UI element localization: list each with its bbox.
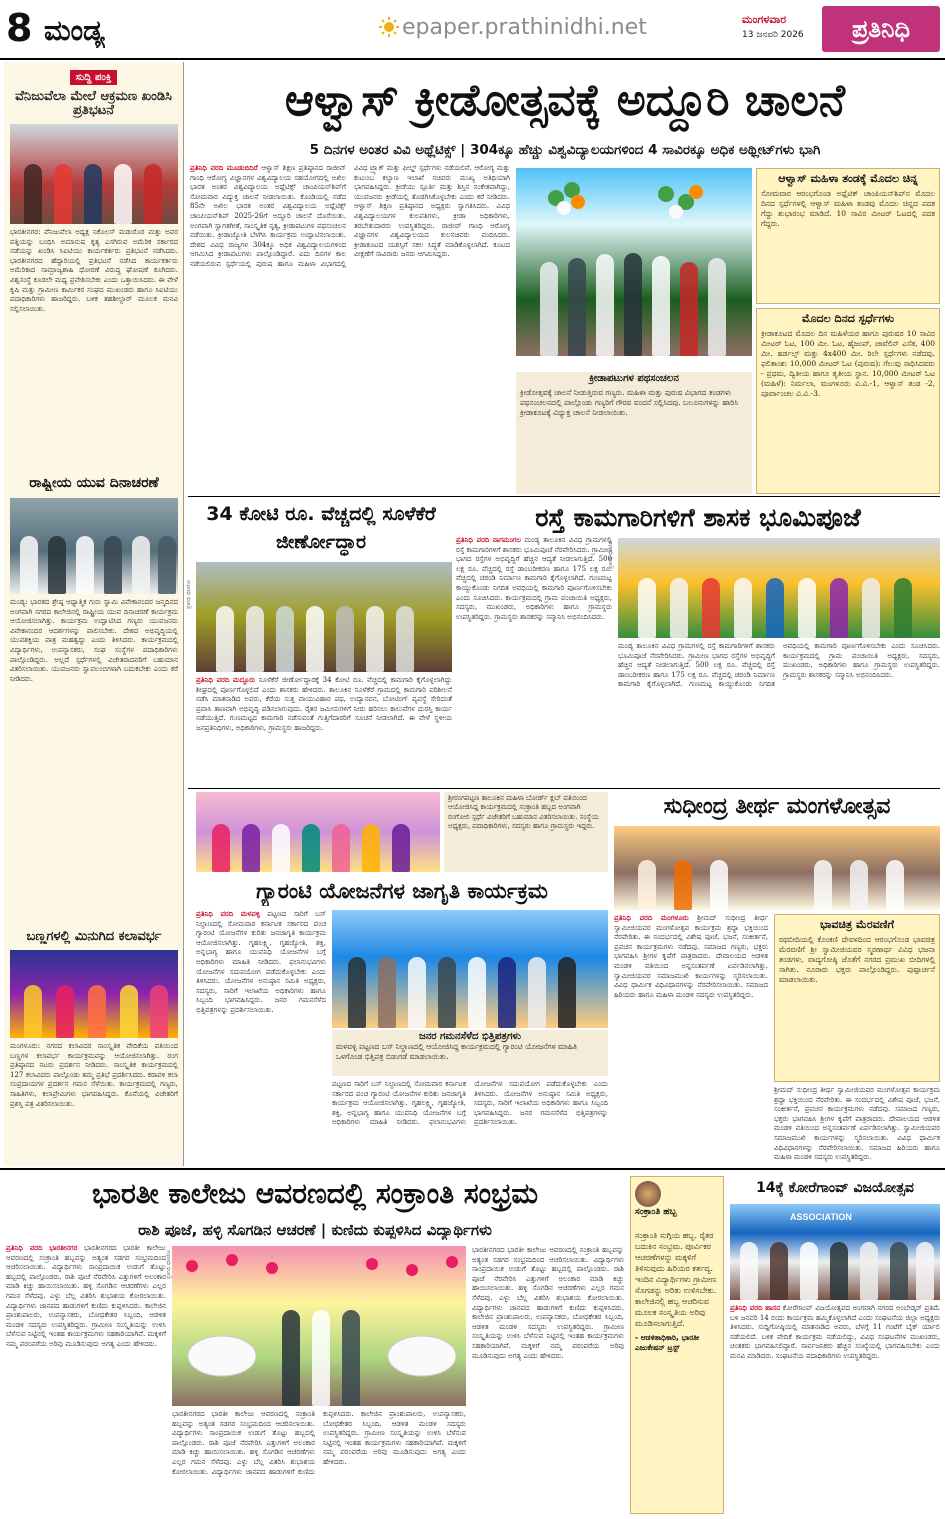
story4-headline: ಸುಧೀಂದ್ರ ತೀರ್ಥ ಮಂಗಳೋತ್ಸವ [663,794,891,819]
story4-continued: ಶ್ರೀಮದ್ ಸುಧೀಂದ್ರ ತೀರ್ಥ ಸ್ವಾಮೀಜಿಯವರ ಮಂಗಳೋತ್ಸವ ಕಾರ್ಯಕ್ರಮ ಶ್ರದ್ಧಾ ಭಕ್ತಿಯಿಂದ ನೆರವೇರಿತು. ಈ ಸಂದರ್ಭದಲ್ಲಿ ವಿಶೇಷ ಪೂಜೆ, ಭಜನೆ, ಸಂಕೀರ್ತನೆ, ಪ್ರವಚನ ಕಾರ್ಯಕ್ರಮಗಳು ನಡೆದವು. ಸಮಾಜದ ಗಣ್ಯರು, ಭಕ್ತರು ಭಾಗವಹಿಸಿ ಶ್ರೀಗಳ ಕೃಪೆಗೆ ಪಾತ್ರರಾದರು. ದೇವಾಲಯದ ಆಡಳಿತ ಮಂಡಳಿ ವತಿಯಿಂದ ಅನ್ನಸಂತರ್ಪಣೆ ಏರ್ಪಡಿಸಲಾಗಿತ್ತು. ಸ್ವಾಮೀಜಿಯವರ ಸಮಾಜಮುಖಿ ಕಾರ್ಯಗಳನ್ನು ಸ್ಮರಿಸಲಾಯಿತು. ವಿವಿಧ ಧಾರ್ಮಿಕ ವಿಧಿವಿಧಾನಗಳನ್ನು ನೆರವೇರಿಸಲಾಯಿತು. ಸಮಾಜದ ಹಿರಿಯರು ಹಾಗೂ ಮಹಿಳಾ ಮಂಡಳಿ ಸದಸ್ಯರು ಉಪಸ್ಥಿತರಿದ್ದರು. [774,1086,940,1162]
story5-body-text: ಪಟ್ಟಣದ ಸಾರಿಗೆ ಬಸ್ ನಿಲ್ದಾಣದಲ್ಲಿ ಸೋಮವಾರ ಕರ್ನಾಟಕ ಸರ್ಕಾರದ ಪಂಚ ಗ್ಯಾರಂಟಿ ಯೋಜನೆಗಳ ಕುರಿತು ಜನಜಾಗೃತಿ ಕಾರ್ಯಕ್ರಮ ಆಯೋಜಿಸಲಾಗಿತ್ತು. ಗೃಹಲಕ್ಷ್ಮಿ, ಗೃಹಜ್ಯೋತಿ, ಶಕ್ತಿ, ಅನ್ನಭಾಗ್ಯ ಹಾಗೂ ಯುವನಿಧಿ ಯೋಜನೆಗಳ ಬಗ್ಗೆ ಅಧಿಕಾರಿಗಳು ಮಾಹಿತಿ ನೀಡಿದರು. ಫಲಾನುಭವಿಗಳು ಯೋಜನೆಗಳ ಸದುಪಯೋಗ ಪಡೆದುಕೊಳ್ಳಬೇಕು ಎಂದು ತಿಳಿಸಿದರು. ಯೋಜನೆಗಳ ಅನುಷ್ಠಾನ ಸಮಿತಿ ಅಧ್ಯಕ್ಷರು, ಸದಸ್ಯರು, ಸಾರಿಗೆ ಇಲಾಖೆಯ ಅಧಿಕಾರಿಗಳು ಹಾಗೂ ಸಿಬ್ಬಂದಿ ಭಾಗವಹಿಸಿದ್ದರು. ಜನರ ಗಮನಸೆಳೆದ ಭಿತ್ತಿಪತ್ರಗಳನ್ನು ಪ್ರದರ್ಶಿಸಲಾಯಿತು. [196,910,326,1014]
lead-headline: ಆಳ್ವಾಸ್ ಕ್ರೀಡೋತ್ಸವಕ್ಕೆ ಅದ್ದೂರಿ ಚಾಲನೆ [284,75,846,126]
story4-dateline: ಮಂಗಳೂರು [660,914,689,922]
story6-body-text: ಭಾರತೀನಗರದ ಭಾರತೀ ಕಾಲೇಜು ಆವರಣದಲ್ಲಿ ಸಂಕ್ರಾಂತಿ ಹಬ್ಬವನ್ನು ಅತ್ಯಂತ ಸಡಗರ ಸಂಭ್ರಮದಿಂದ ಆಚರಿಸಲಾಯಿತು. ವಿದ್ಯಾರ್ಥಿಗಳು ಸಾಂಪ್ರದಾಯಿಕ ಉಡುಗೆ ತೊಟ್ಟು ಹಬ್ಬದಲ್ಲಿ ಪಾಲ್ಗೊಂಡರು. ರಾಶಿ ಪೂಜೆ ನೆರವೇರಿಸಿ ಎತ್ತುಗಳಿಗೆ ಅಲಂಕಾರ ಮಾಡಿ ಕಿಚ್ಚು ಹಾಯಿಸಲಾಯಿತು. ಹಳ್ಳಿ ಸೊಗಡಿನ ಆಚರಣೆಗಳು ಎಲ್ಲರ ಗಮನ ಸೆಳೆದವು. ಎಳ್ಳು ಬೆಲ್ಲ ವಿತರಿಸಿ ಶುಭಾಶಯ ಕೋರಲಾಯಿತು. ವಿದ್ಯಾರ್ಥಿಗಳು ಜಾನಪದ ಹಾಡುಗಳಿಗೆ ಕುಣಿದು ಕುಪ್ಪಳಿಸಿದರು. ಕಾಲೇಜಿನ ಪ್ರಾಂಶುಪಾಲರು, ಉಪನ್ಯಾಸಕರು, ಬೋಧಕೇತರ ಸಿಬ್ಬಂದಿ, ಆಡಳಿತ ಮಂಡಳಿ ಸದಸ್ಯರು ಉಪಸ್ಥಿತರಿದ್ದರು. ಗ್ರಾಮೀಣ ಸಂಸ್ಕೃತಿಯನ್ನು ಉಳಿಸಿ ಬೆಳೆಸುವ ನಿಟ್ಟಿನಲ್ಲಿ ಇಂತಹ ಕಾರ್ಯಕ್ರಮಗಳು ಸಹಕಾರಿಯಾಗಿವೆ. ಮಕ್ಕಳಿಗೆ ನಮ್ಮ ಪರಂಪರೆಯ ಅರಿವು ಮೂಡಿಸುವುದು ಅಗತ್ಯ ಎಂದು ಹೇಳಿದರು. [6,1244,166,1348]
issue-date: 13 ಜನವರಿ 2026 [742,30,804,40]
quote-box [630,1176,724,1514]
sun-icon [378,16,400,38]
rangoli-award-photo [196,792,440,872]
logo-text: ಪ್ರತಿನಿಧಿ [851,15,910,43]
story6-dateline: ಭಾರತೀನಗರ [49,1244,78,1252]
page-number: 8 [6,6,33,50]
lead-byline: ಪ್ರತಿನಿಧಿ ವರದಿ [190,164,224,172]
story2-dateline: ಮದ್ದೂರು [232,676,256,684]
sidebar-story3-headline: ಬಣ್ಣಗಳಲ್ಲಿ ಮಿನುಗಿದ ಕಲಾವರ್ಭ [26,930,162,944]
quote-photo [635,1181,661,1207]
story5-continued: ಪಟ್ಟಣದ ಸಾರಿಗೆ ಬಸ್ ನಿಲ್ದಾಣದಲ್ಲಿ ಸೋಮವಾರ ಕರ್ನಾಟಕ ಸರ್ಕಾರದ ಪಂಚ ಗ್ಯಾರಂಟಿ ಯೋಜನೆಗಳ ಕುರಿತು ಜನಜಾಗೃತಿ ಕಾರ್ಯಕ್ರಮ ಆಯೋಜಿಸಲಾಗಿತ್ತು. ಗೃಹಲಕ್ಷ್ಮಿ, ಗೃಹಜ್ಯೋತಿ, ಶಕ್ತಿ, ಅನ್ನಭಾಗ್ಯ ಹಾಗೂ ಯುವನಿಧಿ ಯೋಜನೆಗಳ ಬಗ್ಗೆ ಅಧಿಕಾರಿಗಳು ಮಾಹಿತಿ ನೀಡಿದರು. ಫಲಾನುಭವಿಗಳು ಯೋಜನೆಗಳ ಸದುಪಯೋಗ ಪಡೆದುಕೊಳ್ಳಬೇಕು ಎಂದು ತಿಳಿಸಿದರು. ಯೋಜನೆಗಳ ಅನುಷ್ಠಾನ ಸಮಿತಿ ಅಧ್ಯಕ್ಷರು, ಸದಸ್ಯರು, ಸಾರಿಗೆ ಇಲಾಖೆಯ ಅಧಿಕಾರಿಗಳು ಹಾಗೂ ಸಿಬ್ಬಂದಿ ಭಾಗವಹಿಸಿದ್ದರು. ಜನರ ಗಮನಸೆಳೆದ ಭಿತ್ತಿಪತ್ರಗಳನ್ನು ಪ್ರದರ್ಶಿಸಲಾಯಿತು. [332,1080,608,1127]
box2-headline: ಮೊದಲ ದಿನದ ಸ್ಪರ್ಧೆಗಳು [801,312,895,325]
story6-col3: ಭಾರತೀನಗರದ ಭಾರತೀ ಕಾಲೇಜು ಆವರಣದಲ್ಲಿ ಸಂಕ್ರಾಂತಿ ಹಬ್ಬವನ್ನು ಅತ್ಯಂತ ಸಡಗರ ಸಂಭ್ರಮದಿಂದ ಆಚರಿಸಲಾಯಿತು. ವಿದ್ಯಾರ್ಥಿಗಳು ಸಾಂಪ್ರದಾಯಿಕ ಉಡುಗೆ ತೊಟ್ಟು ಹಬ್ಬದಲ್ಲಿ ಪಾಲ್ಗೊಂಡರು. ರಾಶಿ ಪೂಜೆ ನೆರವೇರಿಸಿ ಎತ್ತುಗಳಿಗೆ ಅಲಂಕಾರ ಮಾಡಿ ಕಿಚ್ಚು ಹಾಯಿಸಲಾಯಿತು. ಹಳ್ಳಿ ಸೊಗಡಿನ ಆಚರಣೆಗಳು ಎಲ್ಲರ ಗಮನ ಸೆಳೆದವು. ಎಳ್ಳು ಬೆಲ್ಲ ವಿತರಿಸಿ ಶುಭಾಶಯ ಕೋರಲಾಯಿತು. ವಿದ್ಯಾರ್ಥಿಗಳು ಜಾನಪದ ಹಾಡುಗಳಿಗೆ ಕುಣಿದು ಕುಪ್ಪಳಿಸಿದರು. ಕಾಲೇಜಿನ ಪ್ರಾಂಶುಪಾಲರು, ಉಪನ್ಯಾಸಕರು, ಬೋಧಕೇತರ ಸಿಬ್ಬಂದಿ, ಆಡಳಿತ ಮಂಡಳಿ ಸದಸ್ಯರು ಉಪಸ್ಥಿತರಿದ್ದರು. ಗ್ರಾಮೀಣ ಸಂಸ್ಕೃತಿಯನ್ನು ಉಳಿಸಿ ಬೆಳೆಸುವ ನಿಟ್ಟಿನಲ್ಲಿ ಇಂತಹ ಕಾರ್ಯಕ್ರಮಗಳು ಸಹಕಾರಿಯಾಗಿವೆ. ಮಕ್ಕಳಿಗೆ ನಮ್ಮ ಪರಂಪರೆಯ ಅರಿವು ಮೂಡಿಸುವುದು ಅಗತ್ಯ ಎಂದು ಹೇಳಿದರು. [472,1246,624,1360]
sidebar [4,62,184,1166]
story7-body-text: ಕೋರೆಗಾಂವ್ ವಿಜಯೋತ್ಸವದ ಅಂಗವಾಗಿ ನಗರದ ಅಂಬೇಡ್ಕರ್ ಪ್ರತಿಮೆ ಬಳಿ ಜನವರಿ 14 ರಂದು ಕಾರ್ಯಕ್ರಮ ಹಮ್ಮಿಕೊಳ್ಳಲಾಗಿದೆ ಎಂದು ಸಂಘಟನೆಯ ಜಿಲ್ಲಾ ಅಧ್ಯಕ್ಷರು ತಿಳಿಸಿದರು. ಸುದ್ದಿಗೋಷ್ಠಿಯಲ್ಲಿ ಮಾತನಾಡಿದ ಅವರು, ಬೆಳಗ್ಗೆ 11 ಗಂಟೆಗೆ ಬೈಕ್ ರ್ಯಾಲಿ ನಡೆಯಲಿದೆ. ಬಳಿಕ ವೇದಿಕೆ ಕಾರ್ಯಕ್ರಮ ನಡೆಯಲಿದ್ದು, ವಿವಿಧ ಸಂಘಟನೆಗಳ ಮುಖಂಡರು, ಚಿಂತಕರು ಭಾಗವಹಿಸಲಿದ್ದಾರೆ. ಸಾರ್ವಜನಿಕರು ಹೆಚ್ಚಿನ ಸಂಖ್ಯೆಯಲ್ಲಿ ಭಾಗವಹಿಸಬೇಕು ಎಂದು ಮನವಿ ಮಾಡಿದರು. ಸಂಘಟನೆಯ ಪದಾಧಿಕಾರಿಗಳು ಉಪಸ್ಥಿತರಿದ್ದರು. [730,1304,940,1360]
sports-event-photo [516,168,752,356]
sankranti-celebration-photo [172,1246,466,1406]
sidebar-story1-body: ಭಾರತೀನಗರ: ವೆನಿಜುವೆಲಾ ಅಧ್ಯಕ್ಷ ನಿಕೊಲಸ್ ಮಡುರೊರ ಮತ್ತು ಅವರ ಪತ್ನಿಯನ್ನು ಬಂಧಿಸಿ ಅಮಾನುಷ ಕೃತ್ಯ ಎಸಗಿರುವ ಅಮೆರಿಕ ಸರ್ಕಾರದ ನಡೆಯನ್ನು ಖಂಡಿಸಿ ಸಿಐಟಿಯು ಕಾರ್ಯಕರ್ತರು ಪ್ರತಿಭಟನೆ ನಡೆಸಿದರು. ಭಾರತೀನಗರದ ಹೆದ್ದಾರಿಯಲ್ಲಿ ಪ್ರತಿಭಟನೆ ನಡೆಸಿದ ಕಾರ್ಯಕರ್ತರು ಅಮೆರಿಕಾದ ಸಾಮ್ರಾಜ್ಯಶಾಹಿ ಧೋರಣೆ ವಿರುದ್ಧ ಘೋಷಣೆ ಕೂಗಿದರು. ವಿಶ್ವಸಂಸ್ಥೆ ಕೂಡಲೇ ಮಧ್ಯ ಪ್ರವೇಶಿಸಬೇಕು ಎಂದು ಒತ್ತಾಯಿಸಿದರು. ಈ ವೇಳೆ ಕೃಷಿ ಮತ್ತು ಗ್ರಾಮೀಣ ಕಾರ್ಮಿಕರ ಸಂಘದ ಮುಖಂಡರು ಹಾಗೂ ಸಿಐಟಿಯು ಪದಾಧಿಕಾರಿಗಳು ಹಾಜರಿದ್ದರು. ಬಳಿಕ ತಹಶೀಲ್ದಾರ್ ಮೂಲಕ ಮನವಿ ಸಲ್ಲಿಸಲಾಯಿತು. [10,228,178,313]
story6-subhead: ರಾಶಿ ಪೂಜೆ, ಹಳ್ಳಿ ಸೊಗಡಿನ ಆಚರಣೆ | ಕುಣಿದು ಕುಪ್ಪಳಿಸಿದ ವಿದ್ಯಾರ್ಥಿಗಳು [138,1221,492,1239]
site-url[interactable]: epaper.prathinidhi.net [402,15,647,40]
sidebar-story2-headline: ರಾಷ್ಟ್ರೀಯ ಯುವ ದಿನಾಚರಣೆ [29,476,159,491]
story7-dateline: ಹಾಸನ [765,1304,781,1312]
story3-body-text: ಮಂಡ್ಯ ತಾಲೂಕಿನ ವಿವಿಧ ಗ್ರಾಮಗಳಲ್ಲಿ ರಸ್ತೆ ಕಾಮಗಾರಿಗಳಿಗೆ ಶಾಸಕರು ಭೂಮಿಪೂಜೆ ನೆರವೇರಿಸಿದರು. ಗ್ರಾಮೀಣ ಭಾಗದ ರಸ್ತೆಗಳ ಅಭಿವೃದ್ಧಿಗೆ ಹೆಚ್ಚಿನ ಆದ್ಯತೆ ನೀಡಲಾಗುತ್ತಿದೆ. 500 ಲಕ್ಷ ರೂ. ವೆಚ್ಚದಲ್ಲಿ ರಸ್ತೆ ಡಾಂಬರೀಕರಣ ಹಾಗೂ 175 ಲಕ್ಷ ರೂ. ವೆಚ್ಚದಲ್ಲಿ ಚರಂಡಿ ನಿರ್ಮಾಣ ಕಾಮಗಾರಿ ಕೈಗೊಳ್ಳಲಾಗಿದೆ. ಗುಣಮಟ್ಟ ಕಾಯ್ದುಕೊಂಡು ನಿಗದಿತ ಅವಧಿಯಲ್ಲಿ ಕಾಮಗಾರಿ ಪೂರ್ಣಗೊಳಿಸಬೇಕು ಎಂದು ಸೂಚಿಸಿದರು. ಕಾರ್ಯಕ್ರಮದಲ್ಲಿ ಗ್ರಾಮ ಪಂಚಾಯಿತಿ ಅಧ್ಯಕ್ಷರು, ಸದಸ್ಯರು, ಮುಖಂಡರು, ಅಧಿಕಾರಿಗಳು ಹಾಗೂ ಗ್ರಾಮಸ್ಥರು ಉಪಸ್ಥಿತರಿದ್ದರು. ಗ್ರಾಮಸ್ಥರು ಶಾಸಕರನ್ನು ಸನ್ಮಾನಿಸಿ ಅಭಿನಂದಿಸಿದರು. [456,536,612,621]
quote-title: ಸಂಕ್ರಾಂತಿ ಹಬ್ಬ [635,1207,677,1217]
story4-box [774,914,940,1082]
issue-day: ಮಂಗಳವಾರ [742,13,787,26]
story2-body-text: ಸೂಳೆಕೆರೆ ಜೀರ್ಣೋದ್ಧಾರಕ್ಕೆ 34 ಕೋಟಿ ರೂ. ವೆಚ್ಚದಲ್ಲಿ ಕಾಮಗಾರಿ ಕೈಗೊಳ್ಳಲಾಗಿದ್ದು ಶೀಘ್ರದಲ್ಲಿ ಪೂರ್ಣಗೊಳ್ಳಲಿದೆ ಎಂದು ಶಾಸಕರು ಹೇಳಿದರು. ತಾಲೂಕಿನ ಸೂಳೆಕೆರೆ ಗ್ರಾಮದಲ್ಲಿ ಕಾಮಗಾರಿ ಪರಿಶೀಲನೆ ನಡೆಸಿ ಮಾತನಾಡಿದ ಅವರು, ಕೆರೆಯ ಸುತ್ತ ವಾಯುವಿಹಾರ ಪಥ, ಉದ್ಯಾನವನ, ಬೋಟಿಂಗ್ ವ್ಯವಸ್ಥೆ ಸೇರಿದಂತೆ ಪ್ರವಾಸಿ ತಾಣವಾಗಿ ಅಭಿವೃದ್ಧಿ ಪಡಿಸಲಾಗುವುದು. ರೈತರ ಜಮೀನುಗಳಿಗೆ ನೀರು ಹರಿಸಲು ಕಾಲುವೆಗಳ ದುರಸ್ತಿ ಕಾರ್ಯ ನಡೆಯುತ್ತಿದೆ. ಗುಣಮಟ್ಟದ ಕಾಮಗಾರಿ ನಡೆಸುವಂತೆ ಗುತ್ತಿಗೆದಾರರಿಗೆ ಸೂಚನೆ ನೀಡಲಾಗಿದೆ. ಈ ವೇಳೆ ಸ್ಥಳೀಯ ಜನಪ್ರತಿನಿಧಿಗಳು, ಅಧಿಕಾರಿಗಳು, ಗ್ರಾಮಸ್ಥರು ಹಾಜರಿದ್ದರು. [196,676,452,732]
lead-subhead: 5 ದಿನಗಳ ಅಂತರ ವಿವಿ ಅಥ್ಲೆಟಿಕ್ಸ್ | 304ಕ್ಕೂ ಹೆಚ್ಚು ವಿಶ್ವವಿದ್ಯಾಲಯಗಳಿಂದ 4 ಸಾವಿರಕ್ಕೂ ಅಧಿಕ ಅಥ್ಲೀಟ್‌ಗಳು ಭಾಗಿ [309,142,821,158]
story3-dateline: ನಾಗಮಂಗಲ [492,536,521,544]
story7-headline: 14ಕ್ಕೆ ಕೋರೆಗಾಂವ್ ವಿಜಯೋತ್ಸವ [756,1180,914,1196]
lake-visit-photo [196,562,452,672]
story5-caption-head: ಜನರ ಗಮನಸೆಳೆದ ಭಿತ್ತಿಪತ್ರಗಳು [418,1031,522,1042]
story3-byline: ಪ್ರತಿನಿಧಿ ವರದಿ [456,536,490,544]
lead-caption-text: ಕ್ರೀಡೋತ್ಸವಕ್ಕೆ ಚಾಲನೆ ನೀಡುತ್ತಿರುವ ಗಣ್ಯರು. ಮಹಿಳಾ ಮತ್ತು ಪುರುಷ ವಿಭಾಗದ ತಂಡಗಳು ಪಥಸಂಚಲನದಲ್ಲಿ ಪಾಲ್ಗೊಂಡು ಗಣ್ಯರಿಗೆ ಗೌರವ ವಂದನೆ ಸಲ್ಲಿಸಿದವು. ಬಲೂನುಗಳನ್ನು ಹಾರಿಸಿ ಕ್ರೀಡಾಕೂಟಕ್ಕೆ ವಿಧ್ಯುಕ್ತ ಚಾಲನೆ ನೀಡಲಾಯಿತು. [520,388,739,417]
box1-body: ಸೋಮವಾರ ಆರಂಭಗೊಂಡ ಅಥ್ಲೆಟಿಕ್ ಚಾಂಪಿಯನ್‌ಶಿಪ್‌ನ ಮೊದಲ ದಿನದ ಸ್ಪರ್ಧೆಗಳಲ್ಲಿ ಆಳ್ವಾಸ್ ಮಹಿಳಾ ತಂಡವು ಮೊದಲ ಚಿನ್ನದ ಪದಕ ಗೆದ್ದು ಶುಭಾರಂಭ ಮಾಡಿದೆ. 10 ಸಾವಿರ ಮೀಟರ್ ಓಟದಲ್ಲಿ ಪದಕ ಗೆದ್ದರು. [761,188,935,228]
story2-body [196,676,452,784]
association-banner: ASSOCIATION [790,1212,852,1222]
protest-photo [10,124,178,224]
youth-day-photo [10,498,178,594]
story7-byline: ಪ್ರತಿನಿಧಿ ವರದಿ [730,1304,763,1312]
lead-body-text: ಆಳ್ವಾಸ್ ಶಿಕ್ಷಣ ಪ್ರತಿಷ್ಠಾನದ ರಾಜೀವ್ ಗಾಂಧಿ ಆರೋಗ್ಯ ವಿಜ್ಞಾನಗಳ ವಿಶ್ವವಿದ್ಯಾಲಯ ಸಹಯೋಗದಲ್ಲಿ ಅಖಿಲ ಭಾರತ ಅಂತರ ವಿಶ್ವವಿದ್ಯಾಲಯ ಅಥ್ಲೆಟಿಕ್ಸ್ ಚಾಂಪಿಯನ್‌ಶಿಪ್‌ಗೆ ಸೋಮವಾರ ವಿದ್ಯುಕ್ತ ಚಾಲನೆ ನೀಡಲಾಯಿತು. ಕೊಂಡಿಯಲ್ಲಿ ನಡೆದ 85ನೇ ಅಖಿಲ ಭಾರತ ಅಂತರ ವಿಶ್ವವಿದ್ಯಾಲಯ ಅಥ್ಲೆಟಿಕ್ಸ್ ಚಾಂಪಿಯನ್‌ಶಿಪ್ 2025-26ಗೆ ಅದ್ದೂರಿ ಚಾಲನೆ ದೊರೆಯಿತು. ಅಂಗವಾಗಿ ಸ್ವಾಗತಗೀತೆ, ಸಾಂಸ್ಕೃತಿಕ ನೃತ್ಯ, ಕ್ರೀಡಾಪಟುಗಳ ಪಥಸಂಚಲನ ನಡೆಯಿತು. ಕ್ರೀಡಾಜ್ಯೋತಿ ಬೆಳಗಿಸಿ ಕಾರ್ಯಕ್ರಮ ಉದ್ಘಾಟಿಸಲಾಯಿತು. ದೇಶದ ವಿವಿಧ ರಾಜ್ಯಗಳ 304ಕ್ಕೂ ಅಧಿಕ ವಿಶ್ವವಿದ್ಯಾಲಯಗಳಿಂದ ಆಗಮಿಸಿದ ಕ್ರೀಡಾಪಟುಗಳು ಪಾಲ್ಗೊಂಡಿದ್ದಾರೆ. ಐದು ದಿನಗಳ ಕಾಲ ನಡೆಯಲಿರುವ ಸ್ಪರ್ಧೆಯಲ್ಲಿ ಪುರುಷ ಹಾಗೂ ಮಹಿಳಾ ವಿಭಾಗದಲ್ಲಿ ವಿವಿಧ ಟ್ರ್ಯಾಕ್ ಮತ್ತು ಫೀಲ್ಡ್ ಸ್ಪರ್ಧೆಗಳು ನಡೆಯಲಿವೆ. ಆರೋಗ್ಯ ಮತ್ತು ಕುಟುಂಬ ಕಲ್ಯಾಣ ಇಲಾಖೆ ಸಚಿವರು ಮುಖ್ಯ ಅತಿಥಿಯಾಗಿ ಭಾಗವಹಿಸಿದ್ದರು. ಕ್ರೀಡೆಯು ಸ್ಪೂರ್ತಿ ಮತ್ತು ಶಿಸ್ತಿನ ಸಂಕೇತವಾಗಿದ್ದು, ಯುವಜನರು ಕ್ರೀಡೆಯಲ್ಲಿ ತೊಡಗಿಸಿಕೊಳ್ಳಬೇಕು ಎಂದು ಕರೆ ನೀಡಿದರು. ಆಳ್ವಾಸ್ ಶಿಕ್ಷಣ ಪ್ರತಿಷ್ಠಾನದ ಅಧ್ಯಕ್ಷರು ಸ್ವಾಗತಿಸಿದರು. ವಿವಿಧ ವಿಶ್ವವಿದ್ಯಾಲಯಗಳ ಕುಲಪತಿಗಳು, ಕ್ರೀಡಾ ಅಧಿಕಾರಿಗಳು, ತರಬೇತುದಾರರು ಉಪಸ್ಥಿತರಿದ್ದರು. ರಾಜೀವ್ ಗಾಂಧಿ ಆರೋಗ್ಯ ವಿಜ್ಞಾನಗಳ ವಿಶ್ವವಿದ್ಯಾಲಯದ ಕುಲಸಚಿವರು ವಂದಿಸಿದರು. ಕ್ರೀಡಾಕೂಟದ ಯಶಸ್ಸಿಗೆ ಸಕಲ ಸಿದ್ಧತೆ ಮಾಡಿಕೊಳ್ಳಲಾಗಿದೆ. ಕೂಟದ ವೀಕ್ಷಣೆಗೆ ಸಾವಿರಾರು ಜನರು ಆಗಮಿಸಿದ್ದರು. [190,164,510,268]
quote-body: ಸಂಕ್ರಾಂತಿ ಸುಗ್ಗಿಯ ಹಬ್ಬ. ರೈತರ ಬದುಕಿನ ಸಂಭ್ರಮ. ಪೂರ್ವಿಕರ ಆಚರಣೆಗಳನ್ನು ಮಕ್ಕಳಿಗೆ ತಿಳಿಸುವುದು ಹಿರಿಯರ ಕರ್ತವ್ಯ. ಇಂದಿನ ವಿದ್ಯಾರ್ಥಿಗಳು ಗ್ರಾಮೀಣ ಸೊಗಡನ್ನು ಅರಿತು ಉಳಿಸಬೇಕು. ಕಾಲೇಜಿನಲ್ಲಿ ಹಬ್ಬ ಆಚರಿಸುವ ಮೂಲಕ ಸಂಸ್ಕೃತಿಯ ಅರಿವು ಮೂಡಿಸಲಾಗುತ್ತಿದೆ. [635,1231,717,1328]
section-title: ಮಂಡ್ಯ [44,14,105,47]
story4-body [614,914,768,1164]
story4-body-text: ಶ್ರೀಮದ್ ಸುಧೀಂದ್ರ ತೀರ್ಥ ಸ್ವಾಮೀಜಿಯವರ ಮಂಗಳೋತ್ಸವ ಕಾರ್ಯಕ್ರಮ ಶ್ರದ್ಧಾ ಭಕ್ತಿಯಿಂದ ನೆರವೇರಿತು. ಈ ಸಂದರ್ಭದಲ್ಲಿ ವಿಶೇಷ ಪೂಜೆ, ಭಜನೆ, ಸಂಕೀರ್ತನೆ, ಪ್ರವಚನ ಕಾರ್ಯಕ್ರಮಗಳು ನಡೆದವು. ಸಮಾಜದ ಗಣ್ಯರು, ಭಕ್ತರು ಭಾಗವಹಿಸಿ ಶ್ರೀಗಳ ಕೃಪೆಗೆ ಪಾತ್ರರಾದರು. ದೇವಾಲಯದ ಆಡಳಿತ ಮಂಡಳಿ ವತಿಯಿಂದ ಅನ್ನಸಂತರ್ಪಣೆ ಏರ್ಪಡಿಸಲಾಗಿತ್ತು. ಸ್ವಾಮೀಜಿಯವರ ಸಮಾಜಮುಖಿ ಕಾರ್ಯಗಳನ್ನು ಸ್ಮರಿಸಲಾಯಿತು. ವಿವಿಧ ಧಾರ್ಮಿಕ ವಿಧಿವಿಧಾನಗಳನ್ನು ನೆರವೇರಿಸಲಾಯಿತು. ಸಮಾಜದ ಹಿರಿಯರು ಹಾಗೂ ಮಹಿಳಾ ಮಂಡಳಿ ಸದಸ್ಯರು ಉಪಸ್ಥಿತರಿದ್ದರು. [614,914,768,999]
story5-caption [332,1030,608,1076]
story5-headline: ಗ್ಯಾರಂಟಿ ಯೋಜನೆಗಳ ಜಾಗೃತಿ ಕಾರ್ಯಕ್ರಮ [256,879,548,903]
story2-byline: ಪ್ರತಿನಿಧಿ ವರದಿ [196,676,230,684]
story3-body [456,536,612,786]
bhoomi-pooja-photo [618,538,940,638]
story5-body [196,910,326,1166]
quote-attribution: - ಆಡಳಿತಾಧಿಕಾರಿ, ಭಾರತೀ ಎಜುಕೇಷನ್ ಟ್ರಸ್ಟ್ [635,1333,700,1352]
sidebar-story2-body: ಮಂಡ್ಯ: ಭಾರತದ ಶ್ರೇಷ್ಠ ಆಧ್ಯಾತ್ಮಿಕ ಗುರು ಸ್ವಾಮಿ ವಿವೇಕಾನಂದರ ಜನ್ಮದಿನದ ಅಂಗವಾಗಿ ನಗರದ ಕಾಲೇಜಿನಲ್ಲಿ ರಾಷ್ಟ್ರೀಯ ಯುವ ದಿನಾಚರಣೆ ಕಾರ್ಯಕ್ರಮ ಆಯೋಜಿಸಲಾಗಿತ್ತು. ಕಾರ್ಯಕ್ರಮ ಉದ್ಘಾಟಿಸಿದ ಗಣ್ಯರು ಯುವಜನರು ವಿವೇಕಾನಂದರ ಆದರ್ಶಗಳನ್ನು ಪಾಲಿಸಬೇಕು. ದೇಶದ ಅಭಿವೃದ್ಧಿಯಲ್ಲಿ ಯುವಶಕ್ತಿಯ ಪಾತ್ರ ಮಹತ್ವದ್ದು ಎಂದು ತಿಳಿಸಿದರು. ಕಾರ್ಯಕ್ರಮದಲ್ಲಿ ವಿದ್ಯಾರ್ಥಿಗಳು, ಉಪನ್ಯಾಸಕರು, ಸಂಘ ಸಂಸ್ಥೆಗಳ ಪದಾಧಿಕಾರಿಗಳು ಪಾಲ್ಗೊಂಡಿದ್ದರು. ಅಲ್ಲದೆ ಸ್ಪರ್ಧೆಗಳಲ್ಲಿ ವಿಜೇತರಾದವರಿಗೆ ಬಹುಮಾನ ವಿತರಿಸಲಾಯಿತು. ಯುವಜನರು ಸ್ವಾವಲಂಬಿಗಳಾಗಿ ಬದುಕಬೇಕು ಎಂದು ಕರೆ ನೀಡಿದರು. [10,598,178,683]
lead-dateline: ಮೂಡುಬಿದಿರೆ [226,164,258,172]
story5-byline: ಪ್ರತಿನಿಧಿ ವರದಿ [196,910,234,918]
story4-box-body: ರಥಬೀದಿಯಲ್ಲಿ ಕೊಂಕಣಿ ದೇವಳದಿಂದ ಆರಂಭಗೊಂಡ ಭಾವಚಿತ್ರ ಮೆರವಣಿಗೆ ಶ್ರೀ ಸ್ವಾಮೀಜಿಯವರ ಸ್ಮರಣಾರ್ಥ ವಿವಿಧ ಭಜನಾ ತಂಡಗಳು, ವಾದ್ಯಗೋಷ್ಠಿ ಜೊತೆಗೆ ನಗರದ ಪ್ರಮುಖ ಬೀದಿಗಳಲ್ಲಿ ಸಾಗಿತು. ನೂರಾರು ಭಕ್ತರು ಪಾಲ್ಗೊಂಡಿದ್ದರು. ಪುಷ್ಪಾರ್ಚನೆ ಮಾಡಲಾಯಿತು. [779,934,935,984]
lead-photo-caption [516,372,752,494]
art-performance-photo [10,950,178,1038]
lead-box1 [756,168,940,304]
lead-box2 [756,308,940,494]
prathinidhi-logo [822,6,940,52]
photo-credit: ಪ್ರತಿನಿಧಿ ಫೋಟೋ [166,1250,172,1279]
box2-body: ಕ್ರೀಡಾಕೂಟದ ಮೊದಲ ದಿನ ಮಹಿಳೆಯರ ಹಾಗೂ ಪುರುಷರ 10 ಸಾವಿರ ಮೀಟರ್ ಓಟ, 100 ಮೀ. ಓಟ, ಹೈಜಂಪ್, ಜಾವೆಲಿನ್ ಎಸೆತ, 400 ಮೀ. ಹರ್ಡಲ್ಸ್ ಮತ್ತು 4x400 ಮೀ. ರಿಲೇ ಸ್ಪರ್ಧೆಗಳು ನಡೆದವು. ಫಲಿತಾಂಶ: 10,000 ಮೀಟರ್ ಓಟ (ಪುರುಷ): ಗೆಲುವು ಸಾಧಿಸಿದವರು - ಪ್ರಥಮ, ದ್ವಿತೀಯ ಹಾಗೂ ತೃತೀಯ ಸ್ಥಾನ. 10,000 ಮೀಟರ್ ಓಟ (ಮಹಿಳೆ): ನಿರ್ಮಲಾ, ಮಂಗಳೂರು ವಿ.ವಿ.-1, ಆಳ್ವಾಸ್ ತಂಡ -2, ಪೂರ್ವಾಂಚಲ ವಿ.ವಿ.-3. [761,328,935,398]
sidebar-story3-body: ಮಂಗಳೂರು: ನಗರದ ಕಲಾವಿದರ ಸಾಂಸ್ಕೃತಿಕ ವೇದಿಕೆಯ ವತಿಯಿಂದ ಬಣ್ಣಗಳ ಕಲಾವರ್ಭ ಕಾರ್ಯಕ್ರಮವನ್ನು ಆಯೋಜಿಸಲಾಗಿತ್ತು. ರಂಗ ಪ್ರತಿಷ್ಠಾನದ ನಟರು ಪ್ರದರ್ಶನ ನೀಡಿದರು. ಸಾಂಸ್ಕೃತಿಕ ಕಾರ್ಯಕ್ರಮದಲ್ಲಿ 127 ಕಲಾವಿದರು ಪಾಲ್ಗೊಂಡು ತಮ್ಮ ಪ್ರತಿಭೆ ಪ್ರದರ್ಶಿಸಿದರು. ಕರಾವಳಿ ಕಲಾ ಸಂಪ್ರದಾಯಗಳ ಪ್ರದರ್ಶನ ಗಮನ ಸೆಳೆಯಿತು. ಕಾರ್ಯಕ್ರಮದಲ್ಲಿ ಗಣ್ಯರು, ಸಾಹಿತಿಗಳು, ಕಲಾಪ್ರೇಮಿಗಳು ಭಾಗವಹಿಸಿದ್ದರು. ಕೊನೆಯಲ್ಲಿ ವಿಜೇತರಿಗೆ ಪ್ರಶಸ್ತಿ ಪತ್ರ ವಿತರಿಸಲಾಯಿತು. [10,1042,178,1108]
story6-headline: ಭಾರತೀ ಕಾಲೇಜು ಆವರಣದಲ್ಲಿ ಸಂಕ್ರಾಂತಿ ಸಂಭ್ರಮ [91,1177,539,1210]
masthead [0,0,945,58]
story7-body [730,1304,940,1514]
lead-body [190,164,510,490]
story4-byline: ಪ್ರತಿನಿಧಿ ವರದಿ [614,914,653,922]
sidebar-label: ಸುದ್ದಿ ಪಂಕ್ತಿ [70,70,118,85]
story6-byline: ಪ್ರತಿನಿಧಿ ವರದಿ [6,1244,43,1252]
lead-caption-head: ಕ್ರೀಡಾಪಟುಗಳ ಪಥಸಂಚಲನ [589,373,679,384]
mangalotsava-photo [614,826,940,910]
story6-body [6,1244,166,1514]
photo-credit: ಪ್ರತಿನಿಧಿ ಫೋಟೋ [186,580,192,609]
story6-continued: ಭಾರತೀನಗರದ ಭಾರತೀ ಕಾಲೇಜು ಆವರಣದಲ್ಲಿ ಸಂಕ್ರಾಂತಿ ಹಬ್ಬವನ್ನು ಅತ್ಯಂತ ಸಡಗರ ಸಂಭ್ರಮದಿಂದ ಆಚರಿಸಲಾಯಿತು. ವಿದ್ಯಾರ್ಥಿಗಳು ಸಾಂಪ್ರದಾಯಿಕ ಉಡುಗೆ ತೊಟ್ಟು ಹಬ್ಬದಲ್ಲಿ ಪಾಲ್ಗೊಂಡರು. ರಾಶಿ ಪೂಜೆ ನೆರವೇರಿಸಿ ಎತ್ತುಗಳಿಗೆ ಅಲಂಕಾರ ಮಾಡಿ ಕಿಚ್ಚು ಹಾಯಿಸಲಾಯಿತು. ಹಳ್ಳಿ ಸೊಗಡಿನ ಆಚರಣೆಗಳು ಎಲ್ಲರ ಗಮನ ಸೆಳೆದವು. ಎಳ್ಳು ಬೆಲ್ಲ ವಿತರಿಸಿ ಶುಭಾಶಯ ಕೋರಲಾಯಿತು. ವಿದ್ಯಾರ್ಥಿಗಳು ಜಾನಪದ ಹಾಡುಗಳಿಗೆ ಕುಣಿದು ಕುಪ್ಪಳಿಸಿದರು. ಕಾಲೇಜಿನ ಪ್ರಾಂಶುಪಾಲರು, ಉಪನ್ಯಾಸಕರು, ಬೋಧಕೇತರ ಸಿಬ್ಬಂದಿ, ಆಡಳಿತ ಮಂಡಳಿ ಸದಸ್ಯರು ಉಪಸ್ಥಿತರಿದ್ದರು. ಗ್ರಾಮೀಣ ಸಂಸ್ಕೃತಿಯನ್ನು ಉಳಿಸಿ ಬೆಳೆಸುವ ನಿಟ್ಟಿನಲ್ಲಿ ಇಂತಹ ಕಾರ್ಯಕ್ರಮಗಳು ಸಹಕಾರಿಯಾಗಿವೆ. ಮಕ್ಕಳಿಗೆ ನಮ್ಮ ಪರಂಪರೆಯ ಅರಿವು ಮೂಡಿಸುವುದು ಅಗತ್ಯ ಎಂದು ಹೇಳಿದರು. [172,1410,466,1476]
press-meet-photo [730,1204,940,1300]
photo-credit: ಪ್ರತಿನಿಧಿ ಫೋಟೋ [608,540,614,569]
guarantee-awareness-photo [332,910,608,1028]
story5-caption-text: ಮಳವಳ್ಳಿ ಪಟ್ಟಣದ ಬಸ್ ನಿಲ್ದಾಣದಲ್ಲಿ ಆಯೋಜಿಸಿದ್ದ ಕಾರ್ಯಕ್ರಮದಲ್ಲಿ ಗ್ಯಾರಂಟಿ ಯೋಜನೆಗಳ ಮಾಹಿತಿ ಒಳಗೊಂಡ ಭಿತ್ತಿಪತ್ರ ಬಿಡುಗಡೆ ಮಾಡಲಾಯಿತು. [336,1042,577,1061]
story2-headline: 34 ಕೋಟಿ ರೂ. ವೆಚ್ಚದಲ್ಲಿ ಸೂಳೆಕೆರೆ ಜೀರ್ಣೋದ್ಧಾರ [206,503,436,553]
box1-headline: ಆಳ್ವಾಸ್ ಮಹಿಳಾ ತಂಡಕ್ಕೆ ಮೊದಲ ಚಿನ್ನ [778,172,918,185]
mid-caption: ಶ್ರೀರಂಗಪಟ್ಟಣ ತಾಲೂಕಿನ ಮಹಿಳಾ ಬೋರ್ಡ್ ಕ್ಲಬ್ ವತಿಯಿಂದ ಆಯೋಜಿಸಿದ್ದ ಕಾರ್ಯಕ್ರಮದಲ್ಲಿ ಸಂಕ್ರಾಂತಿ ಹಬ್ಬದ ಅಂಗವಾಗಿ ರಂಗೋಲಿ ಸ್ಪರ್ಧೆ ವಿಜೇತರಿಗೆ ಬಹುಮಾನ ವಿತರಿಸಲಾಯಿತು. ಸಂಸ್ಥೆಯ ಅಧ್ಯಕ್ಷರು, ಪದಾಧಿಕಾರಿಗಳು, ಸದಸ್ಯರು ಹಾಗೂ ಗ್ರಾಮಸ್ಥರು ಇದ್ದರು. [444,792,608,872]
sidebar-story1-headline: ವೆನಿಜುವೆಲಾ ಮೇಲೆ ಆಕ್ರಮಣ ಖಂಡಿಸಿ ಪ್ರತಿಭಟನೆ [15,89,172,118]
story5-dateline: ಮಳವಳ್ಳಿ [240,910,260,918]
story3-headline: ರಸ್ತೆ ಕಾಮಗಾರಿಗಳಿಗೆ ಶಾಸಕ ಭೂಮಿಪೂಜೆ [535,503,861,532]
story3-continued: ಮಂಡ್ಯ ತಾಲೂಕಿನ ವಿವಿಧ ಗ್ರಾಮಗಳಲ್ಲಿ ರಸ್ತೆ ಕಾಮಗಾರಿಗಳಿಗೆ ಶಾಸಕರು ಭೂಮಿಪೂಜೆ ನೆರವೇರಿಸಿದರು. ಗ್ರಾಮೀಣ ಭಾಗದ ರಸ್ತೆಗಳ ಅಭಿವೃದ್ಧಿಗೆ ಹೆಚ್ಚಿನ ಆದ್ಯತೆ ನೀಡಲಾಗುತ್ತಿದೆ. 500 ಲಕ್ಷ ರೂ. ವೆಚ್ಚದಲ್ಲಿ ರಸ್ತೆ ಡಾಂಬರೀಕರಣ ಹಾಗೂ 175 ಲಕ್ಷ ರೂ. ವೆಚ್ಚದಲ್ಲಿ ಚರಂಡಿ ನಿರ್ಮಾಣ ಕಾಮಗಾರಿ ಕೈಗೊಳ್ಳಲಾಗಿದೆ. ಗುಣಮಟ್ಟ ಕಾಯ್ದುಕೊಂಡು ನಿಗದಿತ ಅವಧಿಯಲ್ಲಿ ಕಾಮಗಾರಿ ಪೂರ್ಣಗೊಳಿಸಬೇಕು ಎಂದು ಸೂಚಿಸಿದರು. ಕಾರ್ಯಕ್ರಮದಲ್ಲಿ ಗ್ರಾಮ ಪಂಚಾಯಿತಿ ಅಧ್ಯಕ್ಷರು, ಸದಸ್ಯರು, ಮುಖಂಡರು, ಅಧಿಕಾರಿಗಳು ಹಾಗೂ ಗ್ರಾಮಸ್ಥರು ಉಪಸ್ಥಿತರಿದ್ದರು. ಗ್ರಾಮಸ್ಥರು ಶಾಸಕರನ್ನು ಸನ್ಮಾನಿಸಿ ಅಭಿನಂದಿಸಿದರು. [618,642,940,689]
story4-box-headline: ಭಾವಚಿತ್ರ ಮೆರವಣಿಗೆ [820,918,894,931]
